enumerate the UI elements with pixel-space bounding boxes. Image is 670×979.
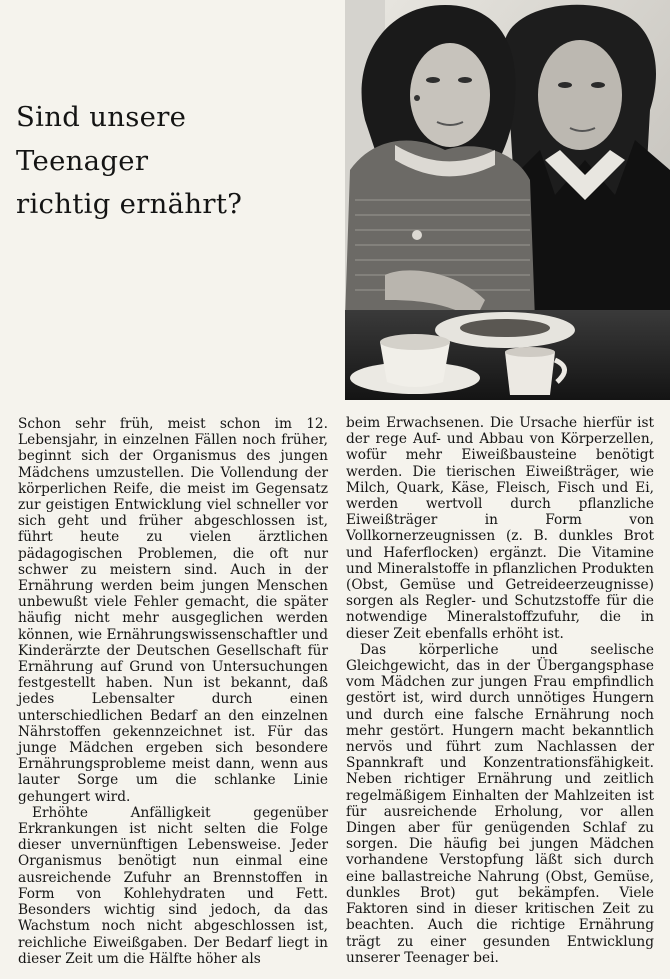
headline-line-1: Sind unsere (16, 101, 187, 134)
left-column-paragraph-1: Schon sehr früh, meist schon im 12. Lebensjahr, in einzelnen Fällen noch früher, beginnt sich der Organismus des jungen Mädchens umzustellen. Die Vollendung der körperlichen Reife, die meist im Gegensatz zur geistigen Entwicklung viel schneller vor sich geht und früher abgeschlossen ist, führt heute zu vielen ärztlichen pädagogischen Problemen, die oft nur schwer zu meistern sind. Auch in der Ernährung werden beim jungen Menschen unbewußt viele Fehler gemacht, die später häufig nicht mehr ausgeglichen werden können, wie Ernährungswissenschaftler und Kinderärzte der Deutschen Gesellschaft für Ernährung auf Grund von Untersuchungen festgestellt haben. Nun ist bekannt, daß jedes Lebensalter durch einen unterschiedlichen Bedarf an den einzelnen Nährstoffen gekennzeichnet ist. Für das junge Mädchen ergeben sich besondere Ernährungsprobleme meist dann, wenn aus lauter Sorge um die schlanke Linie gehungert wird. (18, 416, 328, 805)
right-column-paragraph-2: Das körperliche und seelische Gleichgewicht, das in der Übergangsphase vom Mädchen zur jungen Frau empfindlich gestört ist, wird durch unnötiges Hungern und durch eine falsche Ernährung noch mehr gestört. Hungern macht bekanntlich nervös und führt zum Nachlassen der Spannkraft und Konzentrationsfähigkeit. Neben richtiger Ernährung und zeitlich regelmäßigem Einhalten der Mahlzeiten ist für ausreichende Erholung, vor allen Dingen aber für genügenden Schlaf zu sorgen. Die häufig bei jungen Mädchen vorhandene Verstopfung läßt sich durch eine ballastreiche Nahrung (Obst, Gemüse, dunkles Brot) gut bekämpfen. Viele Faktoren sind in dieser kritischen Zeit zu beachten. Auch die richtige Ernährung trägt zu einer gesunden Entwicklung unserer Teenager bei. (346, 641, 654, 966)
left-column-paragraph-2: Erhöhte Anfälligkeit gegenüber Erkrankungen ist nicht selten die Folge dieser unvernünftigen Lebensweise. Jeder Organismus benötigt nun einmal eine ausreichende Zufuhr an Brennstoffen in Form von Kohlehydraten und Fett. Besonders wichtig sind jedoch, da das Wachstum noch nicht abgeschlossen ist, reichliche Eiweißgaben. Der Bedarf liegt in dieser Zeit um die Hälfte höher als (18, 804, 328, 967)
article-column-right (346, 415, 654, 966)
article-column-left (18, 416, 328, 967)
right-column-paragraph-1: beim Erwachsenen. Die Ursache hierfür ist der rege Auf- und Abbau von Körperzellen, wofür mehr Eiweißbausteine benötigt werden. Die tierischen Eiweißträger, wie Milch, Quark, Käse, Fleisch, Fisch und Ei, werden wertvoll durch pflanzliche Eiweißträger in Form von Vollkornerzeugnissen (z. B. dunkles Brot und Haferflocken) ergänzt. Die Vitamine und Mineralstoffe in pflanzlichen Produkten (Obst, Gemüse und Getreideerzeugnisse) sorgen als Regler- und Schutzstoffe für die notwendige Mineralstoffzufuhr, die in dieser Zeit ebenfalls erhöht ist. (346, 415, 654, 642)
article-headline (16, 96, 336, 227)
headline-line-2: Teenager (16, 144, 149, 177)
headline-line-3: richtig ernährt? (16, 188, 243, 221)
article-photo (345, 0, 670, 400)
photo-two-girls-icon (345, 0, 670, 400)
